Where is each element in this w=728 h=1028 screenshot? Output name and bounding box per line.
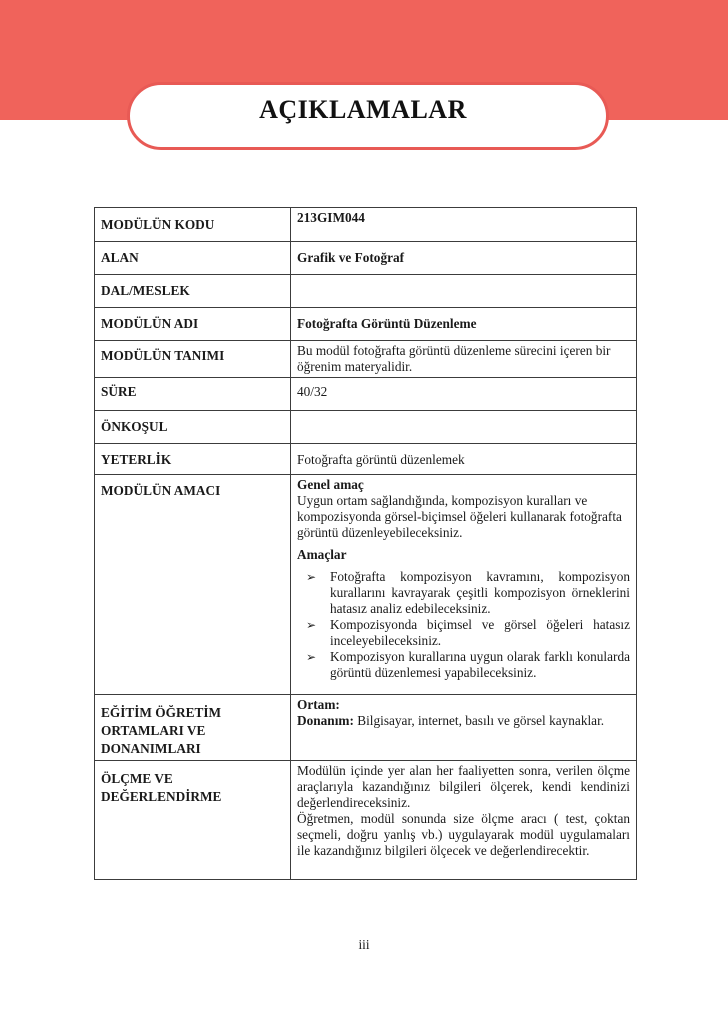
table-row [95,475,637,695]
assessment-cell [291,761,637,880]
table-row [95,308,637,341]
row-label: ÖLÇME VE DEĞERLENDİRME [95,761,291,880]
equipment-text: Bilgisayar, internet, basılı ve görsel kaynaklar. [353,713,605,728]
row-label: YETERLİK [95,444,291,475]
table-row [95,275,637,308]
arrow-bullet-icon: ➢ [306,650,317,664]
aims-list [297,569,630,681]
row-label: SÜRE [95,378,291,411]
field-value: Grafik ve Fotoğraf [291,242,637,275]
row-label: MODÜLÜN AMACI [95,475,291,695]
row-label: EĞİTİM ÖĞRETİM ORTAMLARI VE DONANIMLARI [95,695,291,761]
table-row [95,341,637,378]
general-aim-heading: Genel amaç [297,477,364,492]
duration-value: 40/32 [291,378,637,411]
page-title: AÇIKLAMALAR [259,95,467,124]
table-row [95,411,637,444]
row-label: ALAN [95,242,291,275]
list-item [297,617,630,649]
table-row [95,378,637,411]
module-name-value: Fotoğrafta Görüntü Düzenleme [291,308,637,341]
list-item [297,649,630,681]
assessment-paragraph: Öğretmen, modül sonunda size ölçme aracı ( test, çoktan seçmeli, doğru yanlış vb.) uygulayarak modül uygulamaları ile kazandığınız bilgileri ölçecek ve değerlendirecektir. [297,811,630,858]
environment-cell [291,695,637,761]
table-row [95,242,637,275]
prerequisite-value [291,411,637,444]
branch-value [291,275,637,308]
row-label: MODÜLÜN KODU [95,208,291,242]
aim-text: Fotoğrafta kompozisyon kavramını, kompozisyon kurallarını kavrayarak çeşitli kompozisyon örneklerini hatasız analiz edebileceksiniz. [330,569,630,616]
table-row [95,761,637,880]
aims-heading: Amaçlar [297,547,347,562]
table-row [95,208,637,242]
row-label: MODÜLÜN TANIMI [95,341,291,378]
aim-text: Kompozisyon kurallarına uygun olarak farklı konularda görüntü düzenlemesi yapabileceksiniz. [330,649,630,680]
module-description-value: Bu modül fotoğrafta görüntü düzenleme sürecini içeren bir öğrenim materyalidir. [291,341,637,378]
arrow-bullet-icon: ➢ [306,618,317,632]
assessment-paragraph: Modülün içinde yer alan her faaliyetten sonra, verilen ölçme araçlarıyla kazandığınız bilgileri ölçerek, kendi kendinizi değerlendireceksiniz. [297,763,630,810]
page-number: iii [358,937,370,952]
module-info-table [94,207,637,880]
general-aim-text: Uygun ortam sağlandığında, kompozisyon kuralları ve kompozisyonda görsel-biçimsel öğeleri kullanarak fotoğrafta görüntü düzenleyebileceksiniz. [297,493,622,540]
table-row [95,695,637,761]
aim-text: Kompozisyonda biçimsel ve görsel öğeleri hatasız inceleyebileceksiniz. [330,617,630,648]
list-item [297,569,630,617]
competency-value: Fotoğrafta görüntü düzenlemek [291,444,637,475]
equipment-label: Donanım: [297,713,354,728]
row-label: ÖNKOŞUL [95,411,291,444]
row-label: DAL/MESLEK [95,275,291,308]
arrow-bullet-icon: ➢ [306,570,317,584]
table-row [95,444,637,475]
equipment-line [297,713,630,729]
module-code-value: 213GIM044 [291,208,637,242]
module-aim-cell [291,475,637,695]
environment-label: Ortam: [297,697,340,712]
row-label: MODÜLÜN ADI [95,308,291,341]
